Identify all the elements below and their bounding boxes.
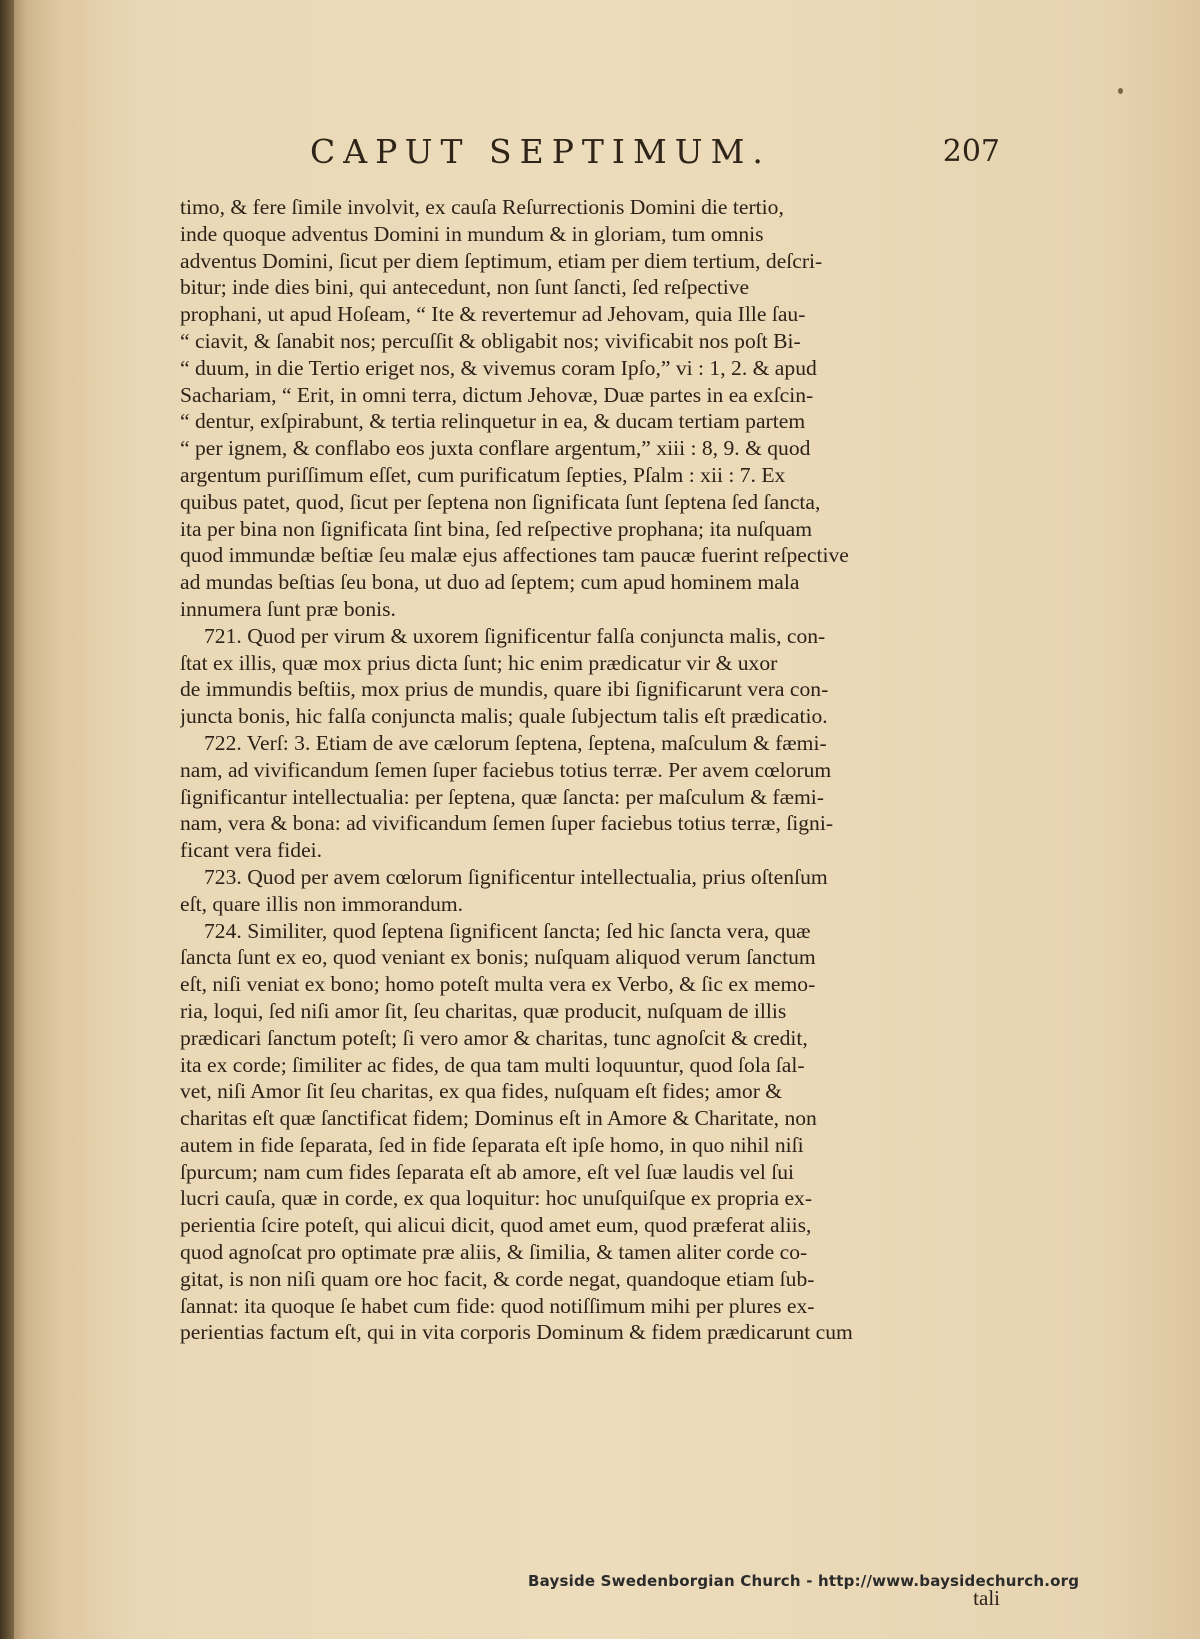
text-line: ſpurcum; nam cum fides ſeparata eſt ab amore, eſt vel ſuæ laudis vel ſui (180, 1159, 795, 1184)
text-line: vet, niſi Amor ſit ſeu charitas, ex qua fides, nuſquam eſt fides; amor & (180, 1079, 783, 1104)
text-line: argentum puriſſimum eſſet, cum purificatum ſepties, Pſalm : xii : 7. Ex (180, 462, 786, 487)
text-line: “ duum, in die Tertio eriget nos, & vivemus coram Ipſo,” vi : 1, 2. & apud (180, 355, 817, 380)
text-line: nam, vera & bona: ad vivificandum ſemen ſuper faciebus totius terræ, ſigni- (180, 811, 834, 836)
text-line: innumera ſunt præ bonis. (180, 596, 396, 621)
page-header (180, 132, 1000, 180)
text-line: charitas eſt quæ ſanctificat fidem; Dominus eſt in Amore & Charitate, non (180, 1106, 817, 1131)
text-line: 723. Quod per avem cœlorum ſignificentur intellectualia, prius oſtenſum (204, 864, 828, 889)
text-line: ita ex corde; ſimiliter ac fides, de qua tam multi loquuntur, quod ſola ſal- (180, 1052, 805, 1077)
text-line: timo, & fere ſimile involvit, ex cauſa Reſurrectionis Domini die tertio, (180, 195, 784, 219)
text-line: ita per bina non ſignificata ſint bina, ſed reſpective prophana; ita nuſquam (180, 516, 813, 541)
text-line: quod immundæ beſtiæ ſeu malæ ejus affectiones tam paucæ fuerint reſpective (180, 543, 849, 568)
text-line: ad mundas beſtias ſeu bona, ut duo ad ſeptem; cum apud hominem mala (180, 570, 800, 595)
text-line: 722. Verſ: 3. Etiam de ave cælorum ſeptena, ſeptena, maſculum & fæmi- (204, 730, 827, 755)
text-line: 724. Similiter, quod ſeptena ſignificent ſancta; ſed hic ſancta vera, quæ (204, 918, 811, 943)
text-line: de immundis beſtiis, mox prius de mundis, quare ibi ſignificarunt vera con- (180, 677, 829, 702)
text-line: gitat, is non niſi quam ore hoc facit, & corde negat, quandoque etiam ſub- (180, 1266, 815, 1291)
text-line: ſancta ſunt ex eo, quod veniant ex bonis; nuſquam aliquod verum ſanctum (180, 945, 816, 970)
text-line: quod agnoſcat pro optimate præ aliis, & ſimilia, & tamen aliter corde co- (180, 1240, 808, 1265)
running-head: CAPUT SEPTIMUM. (310, 132, 771, 171)
text-line: bitur; inde dies bini, qui antecedunt, non ſunt ſancti, ſed reſpective (180, 275, 750, 300)
text-line: Sachariam, “ Erit, in omni terra, dictum Jehovæ, Duæ partes in ea exſcin- (180, 382, 814, 407)
text-line: prædicari ſanctum poteſt; ſi vero amor & charitas, tunc agnoſcit & credit, (180, 1025, 808, 1050)
text-line: perientia ſcire poteſt, qui alicui dicit, quod amet eum, quod præferat aliis, (180, 1213, 812, 1238)
text-line: quibus patet, quod, ſicut per ſeptena non ſignificata ſunt ſeptena ſed ſancta, (180, 489, 821, 514)
text-line: ſannat: ita quoque ſe habet cum fide: quod notiſſimum mihi per plures ex- (180, 1293, 815, 1318)
text-line: ſignificantur intellectualia: per ſeptena, quæ ſancta: per maſculum & fæmi- (180, 784, 824, 809)
text-line: lucri cauſa, quæ in corde, ex qua loquitur: hoc unuſquiſque ex propria ex- (180, 1186, 813, 1211)
text-line: eſt, niſi veniat ex bono; homo poteſt multa vera ex Verbo, & ſic ex memo- (180, 972, 816, 997)
text-line: eſt, quare illis non immorandum. (180, 891, 464, 916)
text-line: “ ciavit, & ſanabit nos; percuſſit & obligabit nos; vivificabit nos poſt Bi- (180, 328, 801, 353)
text-line: inde quoque adventus Domini in mundum & in gloriam, tum omnis (180, 221, 764, 246)
catchword: tali (973, 1586, 1000, 1610)
paper-speck (1118, 88, 1123, 94)
text-line: adventus Domini, ſicut per diem ſeptimum, etiam per diem tertium, deſcri- (180, 248, 823, 273)
text-line: autem in fide ſeparata, ſed in fide ſeparata eſt ipſe homo, in quo nihil niſi (180, 1132, 804, 1157)
page-number: 207 (942, 134, 1000, 169)
text-line: ſtat ex illis, quæ mox prius dicta ſunt; hic enim prædicatur vir & uxor (180, 650, 778, 675)
body-text (180, 194, 1000, 1346)
binding-gutter (0, 0, 14, 1639)
text-line: perientias factum eſt, qui in vita corporis Dominum & fidem prædicarunt cum (180, 1320, 853, 1345)
text-line: 721. Quod per virum & uxorem ſignificentur falſa conjuncta malis, con- (204, 623, 826, 648)
text-line: ria, loqui, ſed niſi amor ſit, ſeu charitas, quæ producit, nuſquam de illis (180, 998, 787, 1023)
text-line: juncta bonis, hic falſa conjuncta malis; quale ſubjectum talis eſt prædicatio. (180, 704, 828, 729)
text-line: nam, ad vivificandum ſemen ſuper faciebus totius terræ. Per avem cœlorum (180, 757, 832, 782)
text-line: “ per ignem, & conflabo eos juxta conflare argentum,” xiii : 8, 9. & quod (180, 436, 811, 461)
text-line: ficant vera fidei. (180, 838, 323, 863)
text-line: prophani, ut apud Hoſeam, “ Ite & revertemur ad Jehovam, quia Ille ſau- (180, 302, 806, 327)
text-line: “ dentur, exſpirabunt, & tertia relinquetur in ea, & ducam tertiam partem (180, 409, 806, 434)
source-credit: Bayside Swedenborgian Church - http://www.baysidechurch.org (528, 1572, 1080, 1590)
